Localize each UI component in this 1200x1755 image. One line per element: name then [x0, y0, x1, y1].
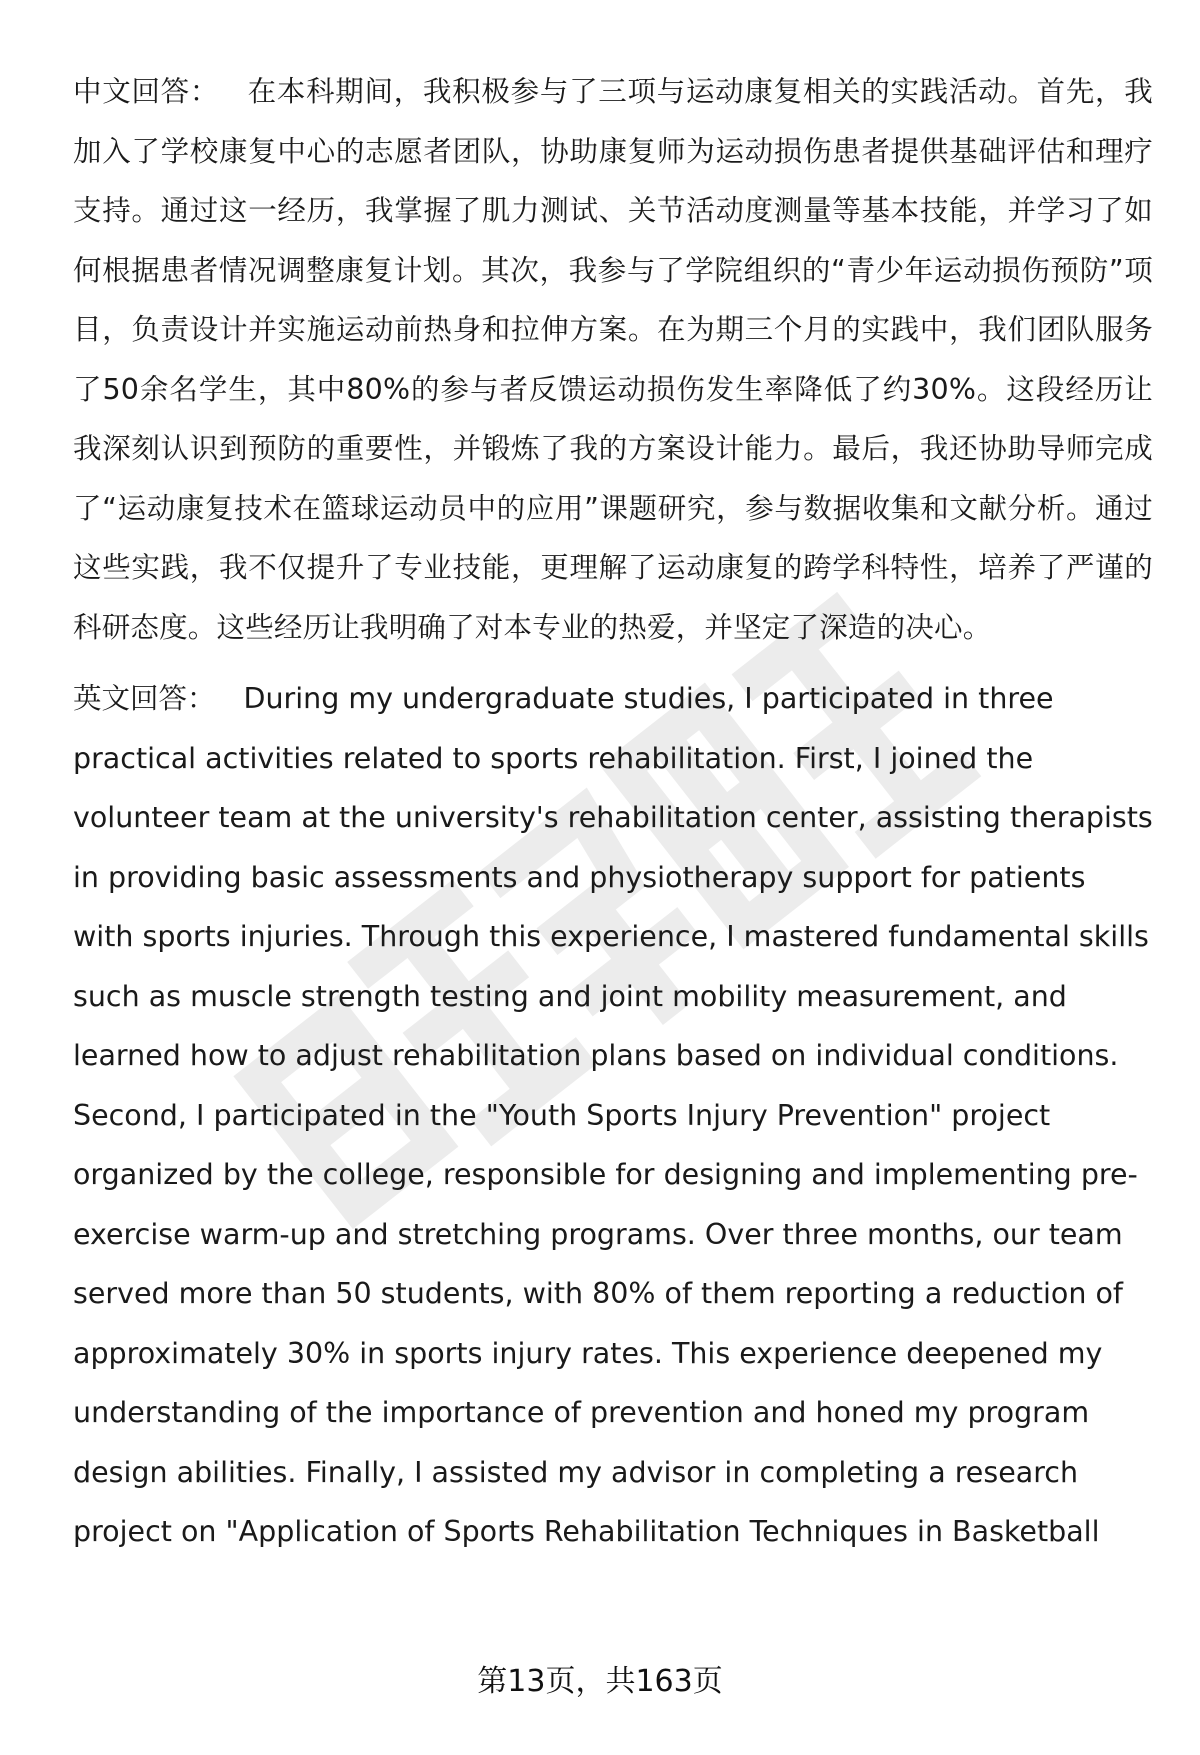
english-answer-paragraph — [73, 669, 1153, 1562]
chinese-answer-paragraph — [73, 62, 1153, 657]
chinese-answer-text: 在本科期间，我积极参与了三项与运动康复相关的实践活动。首先，我加入了学校康复中心的志愿者团队，协助康复师为运动损伤患者提供基础评估和理疗支持。通过这一经历，我掌握了肌力测试、关节活动度测量等基本技能，并学习了如何根据患者情况调整康复计划。其次，我参与了学院组织的“青少年运动损伤预防”项目，负责设计并实施运动前热身和拉伸方案。在为期三个月的实践中，我们团队服务了50余名学生，其中80%的参与者反馈运动损伤发生率降低了约30%。这段经历让我深刻认识到预防的重要性，并锻炼了我的方案设计能力。最后，我还协助导师完成了“运动康复技术在篮球运动员中的应用”课题研究，参与数据收集和文献分析。通过这些实践，我不仅提升了专业技能，更理解了运动康复的跨学科特性，培养了严谨的科研态度。这些经历让我明确了对本专业的热爱，并坚定了深造的决心。 — [73, 75, 1153, 644]
chinese-answer-label: 中文回答： — [73, 75, 220, 108]
english-answer-label: 英文回答： — [73, 682, 216, 715]
page-number-footer: 第13页，共163页 — [477, 1664, 723, 1699]
answer-content — [73, 62, 1153, 1562]
english-answer-text: During my undergraduate studies, I participated in three practical activities related to sports rehabilitation. First, I joined the volunteer team at the university's rehabilitation center, assisting therapists in providing basic assessments and physiotherapy support for patients with sports injuries. Through this experience, I mastered fundamental skills such as muscle strength testing and joint mobility measurement, and learned how to adjust rehabilitation plans based on individual conditions. Second, I participated in the "Youth Sports Injury Prevention" project organized by the college, responsible for designing and implementing pre-exercise warm-up and stretching programs. Over three months, our team served more than 50 students, with 80% of them reporting a reduction of approximately 30% in sports injury rates. This experience deepened my understanding of the importance of prevention and honed my program design abilities. Finally, I assisted my advisor in completing a research project on "Application of Sports Rehabilitation Techniques in Basketball — [73, 682, 1153, 1548]
